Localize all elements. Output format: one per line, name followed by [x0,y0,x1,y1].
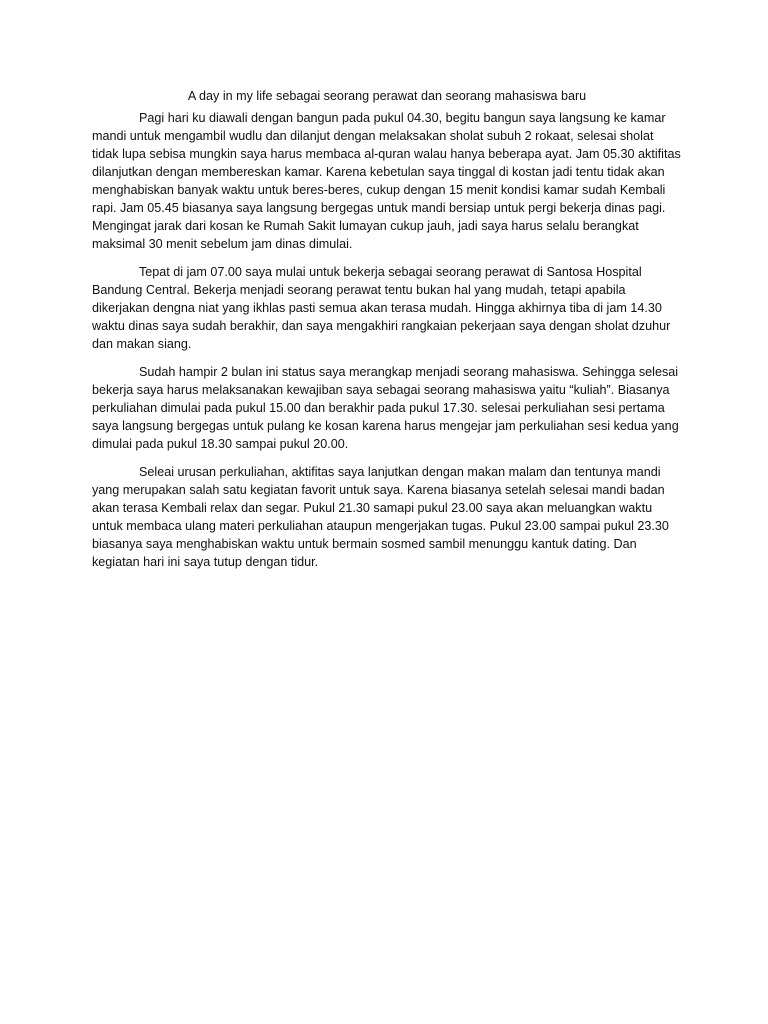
paragraph-college-classes: Sudah hampir 2 bulan ini status saya merangkap menjadi seorang mahasiswa. Sehingga selesai bekerja saya harus melaksanakan kewajiban saya sebagai seorang mahasiswa yaitu “kuliah”. Biasanya perkuliahan dimulai pada pukul 15.00 dan berakhir pada pukul 17.30. selesai perkuliahan sesi pertama saya langsung bergegas untuk pulang ke kosan karena harus mengejar jam perkuliahan sesi kedua yang dimulai pada pukul 18.30 sampai pukul 20.00. [92,365,679,451]
paragraph-evening-routine: Seleai urusan perkuliahan, aktifitas saya lanjutkan dengan makan malam dan tentunya mandi yang merupakan salah satu kegiatan favorit untuk saya. Karena biasanya setelah selesai mandi badan akan terasa Kembali relax dan segar. Pukul 21.30 samapi pukul 23.00 saya akan meluangkan waktu untuk membaca ulang materi perkuliahan ataupun mengerjakan tugas. Pukul 23.00 sampai pukul 23.30 biasanya saya menghabiskan waktu untuk bermain sosmed sambil menunggu kantuk dating. Dan kegiatan hari ini saya tutup dengan tidur. [92,465,669,569]
paragraph-nurse-shift: Tepat di jam 07.00 saya mulai untuk bekerja sebagai seorang perawat di Santosa Hospital Bandung Central. Bekerja menjadi seorang perawat tentu bukan hal yang mudah, tetapi apabila dikerjakan dengna niat yang ikhlas pasti semua akan terasa mudah. Hingga akhirnya tiba di jam 14.30 waktu dinas saya sudah berakhir, dan saya mengakhiri rangkaian pekerjaan saya dengan sholat dzuhur dan makan siang. [92,265,671,351]
document-title: A day in my life sebagai seorang perawat dan seorang mahasiswa baru [187,89,587,103]
paragraph-morning-routine: Pagi hari ku diawali dengan bangun pada pukul 04.30, begitu bangun saya langsung ke kamar mandi untuk mengambil wudlu dan dilanjut dengan melaksakan sholat subuh 2 rokaat, selesai sholat tidak lupa sebisa mungkin saya harus membaca al-quran walau hanya beberapa ayat. Jam 05.30 aktifitas dilanjutkan dengan membereskan kamar. Karena kebetulan saya tinggal di kostan jadi tentu tidak akan menghabiskan banyak waktu untuk beres-beres, cukup dengan 15 menit kondisi kamar sudah Kembali rapi. Jam 05.45 biasanya saya langsung bergegas untuk mandi bersiap untuk pergi bekerja dinas pagi. Mengingat jarak dari kosan ke Rumah Sakit lumayan cukup jauh, jadi saya harus selalu berangkat maksimal 30 menit sebelum jam dinas dimulai. [92,111,681,251]
document-body [92,86,682,571]
